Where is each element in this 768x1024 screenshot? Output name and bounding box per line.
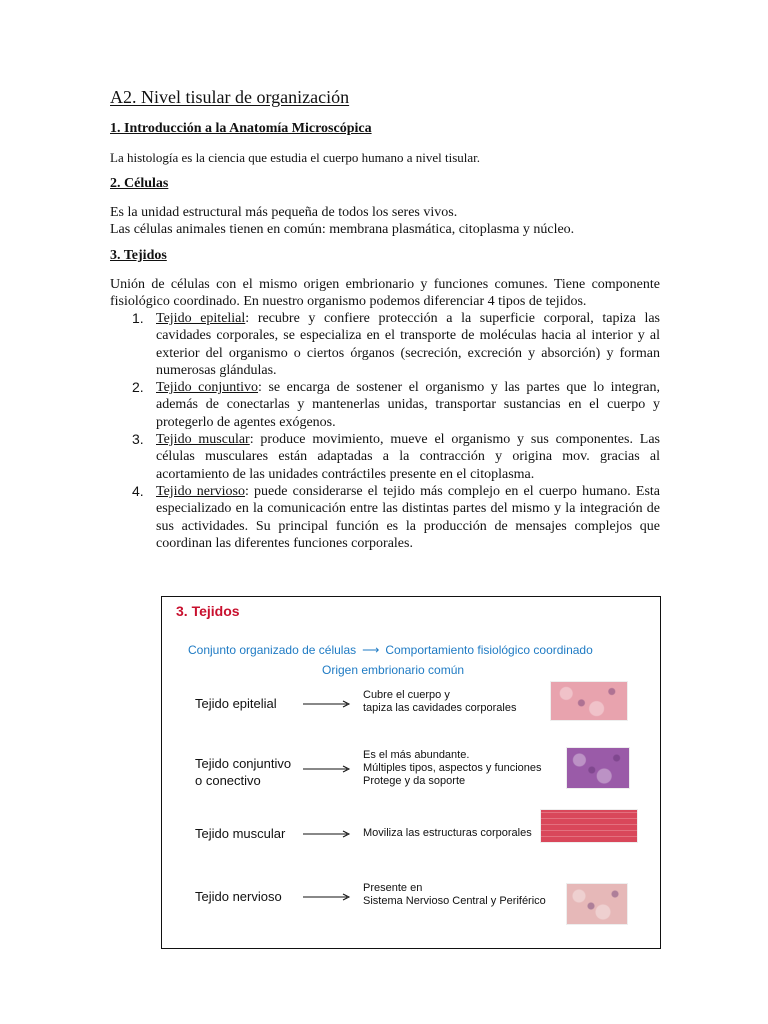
tissue-list xyxy=(110,310,660,552)
list-item: 1. Tejido epitelial: recubre y confiere protección a la superficie corporal, tapiza las cavidades corporales, se especializa en el transporte de moléculas hacia al interior y al exterior del organismo o ciertos órganos (secreción, excreción y absorción) y forman numerosas glándulas. xyxy=(132,310,660,378)
section-heading-cells: 2. Células xyxy=(110,176,169,191)
tissue-micrograph-image xyxy=(540,809,638,843)
figure-tissue-description xyxy=(363,689,516,715)
list-item: 2. Tejido conjuntivo: se encarga de sostener el organismo y las partes que lo integran, además de conectarlas y mantenerlas unidas, transportar sustancias en el cuerpo y protegerlo de agentes exógenos. xyxy=(132,379,661,430)
list-item: 3. Tejido muscular: produce movimiento, mueve el organismo y sus componentes. Las células musculares están adaptadas a la contracción y origina mov. gracias al acortamiento de las unidades contráctiles presente en el citoplasma. xyxy=(132,431,660,482)
figure-tissue-name xyxy=(195,825,285,842)
figure-tissue-name-line: Tejido conjuntivo xyxy=(195,756,292,771)
tissue-micrograph-image xyxy=(566,747,630,789)
figure-description-line: Moviliza las estructuras corporales xyxy=(363,827,532,839)
figure-tissue-description xyxy=(363,749,542,788)
tissues-figure xyxy=(161,596,661,949)
tissue-name: Tejido conjuntivo xyxy=(156,380,259,396)
figure-top-left: Conjunto organizado de células xyxy=(188,643,357,657)
figure-description-line: Presente en xyxy=(363,882,423,894)
figure-title: 3. Tejidos xyxy=(176,603,240,619)
tissue-name: Tejido muscular xyxy=(156,432,250,448)
arrow-icon xyxy=(303,764,351,774)
figure-tissue-name-line: Tejido muscular xyxy=(195,826,286,841)
document-page xyxy=(110,86,660,552)
page-title: A2. Nivel tisular de organización xyxy=(110,87,350,107)
figure-tissue-name xyxy=(195,888,282,905)
tissue-name: Tejido nervioso xyxy=(156,483,245,499)
arrow-icon xyxy=(303,829,351,839)
figure-tissue-name-line: Tejido nervioso xyxy=(195,889,282,904)
arrow-icon: ⟶ xyxy=(362,643,380,657)
figure-tissue-name-line: Tejido epitelial xyxy=(195,696,277,711)
tissue-name: Tejido epitelial xyxy=(156,311,246,326)
figure-description-line: Cubre el cuerpo y xyxy=(363,689,450,701)
figure-tissue-description xyxy=(363,827,532,840)
arrow-icon xyxy=(303,892,351,902)
figure-description-line: Es el más abundante. xyxy=(363,749,470,761)
figure-tissue-name-line: o conectivo xyxy=(195,773,261,788)
figure-top-line xyxy=(188,643,593,657)
figure-origin: Origen embrionario común xyxy=(322,663,465,677)
figure-description-line: tapiza las cavidades corporales xyxy=(363,702,517,714)
cells-paragraph-2: Las células animales tienen en común: membrana plasmática, citoplasma y núcleo. xyxy=(110,222,575,237)
figure-description-line: Múltiples tipos, aspectos y funciones xyxy=(363,762,542,774)
section-heading-tissues: 3. Tejidos xyxy=(110,248,167,263)
tissue-micrograph-image xyxy=(550,681,628,721)
arrow-icon xyxy=(303,699,351,709)
list-item: 4. Tejido nervioso: puede considerarse el tejido más complejo en el cuerpo humano. Esta especializado en la comunicación entre las distintas partes del mismo y la integración de sus actividades. Su principal función es la producción de mensajes complejos que coordinan las diferentes funciones corporales. xyxy=(132,482,660,551)
figure-description-line: Protege y da soporte xyxy=(363,775,466,787)
section-heading-intro: 1. Introducción a la Anatomía Microscópica xyxy=(110,121,372,136)
figure-tissue-description xyxy=(363,882,546,908)
tissue-micrograph-image xyxy=(566,883,628,925)
tissues-intro: Unión de células con el mismo origen embrionario y funciones comunes. Tiene componente fisiológico coordinado. En nuestro organismo podemos diferenciar 4 tipos de tejidos. xyxy=(110,277,660,309)
figure-description-line: Sistema Nervioso Central y Periférico xyxy=(363,895,546,907)
cells-paragraph-1: Es la unidad estructural más pequeña de todos los seres vivos. xyxy=(110,205,458,220)
intro-paragraph: La histología es la ciencia que estudia el cuerpo humano a nivel tisular. xyxy=(110,150,481,165)
figure-tissue-name xyxy=(195,755,291,789)
figure-top-right: Comportamiento fisiológico coordinado xyxy=(385,643,593,657)
figure-tissue-name xyxy=(195,695,277,712)
